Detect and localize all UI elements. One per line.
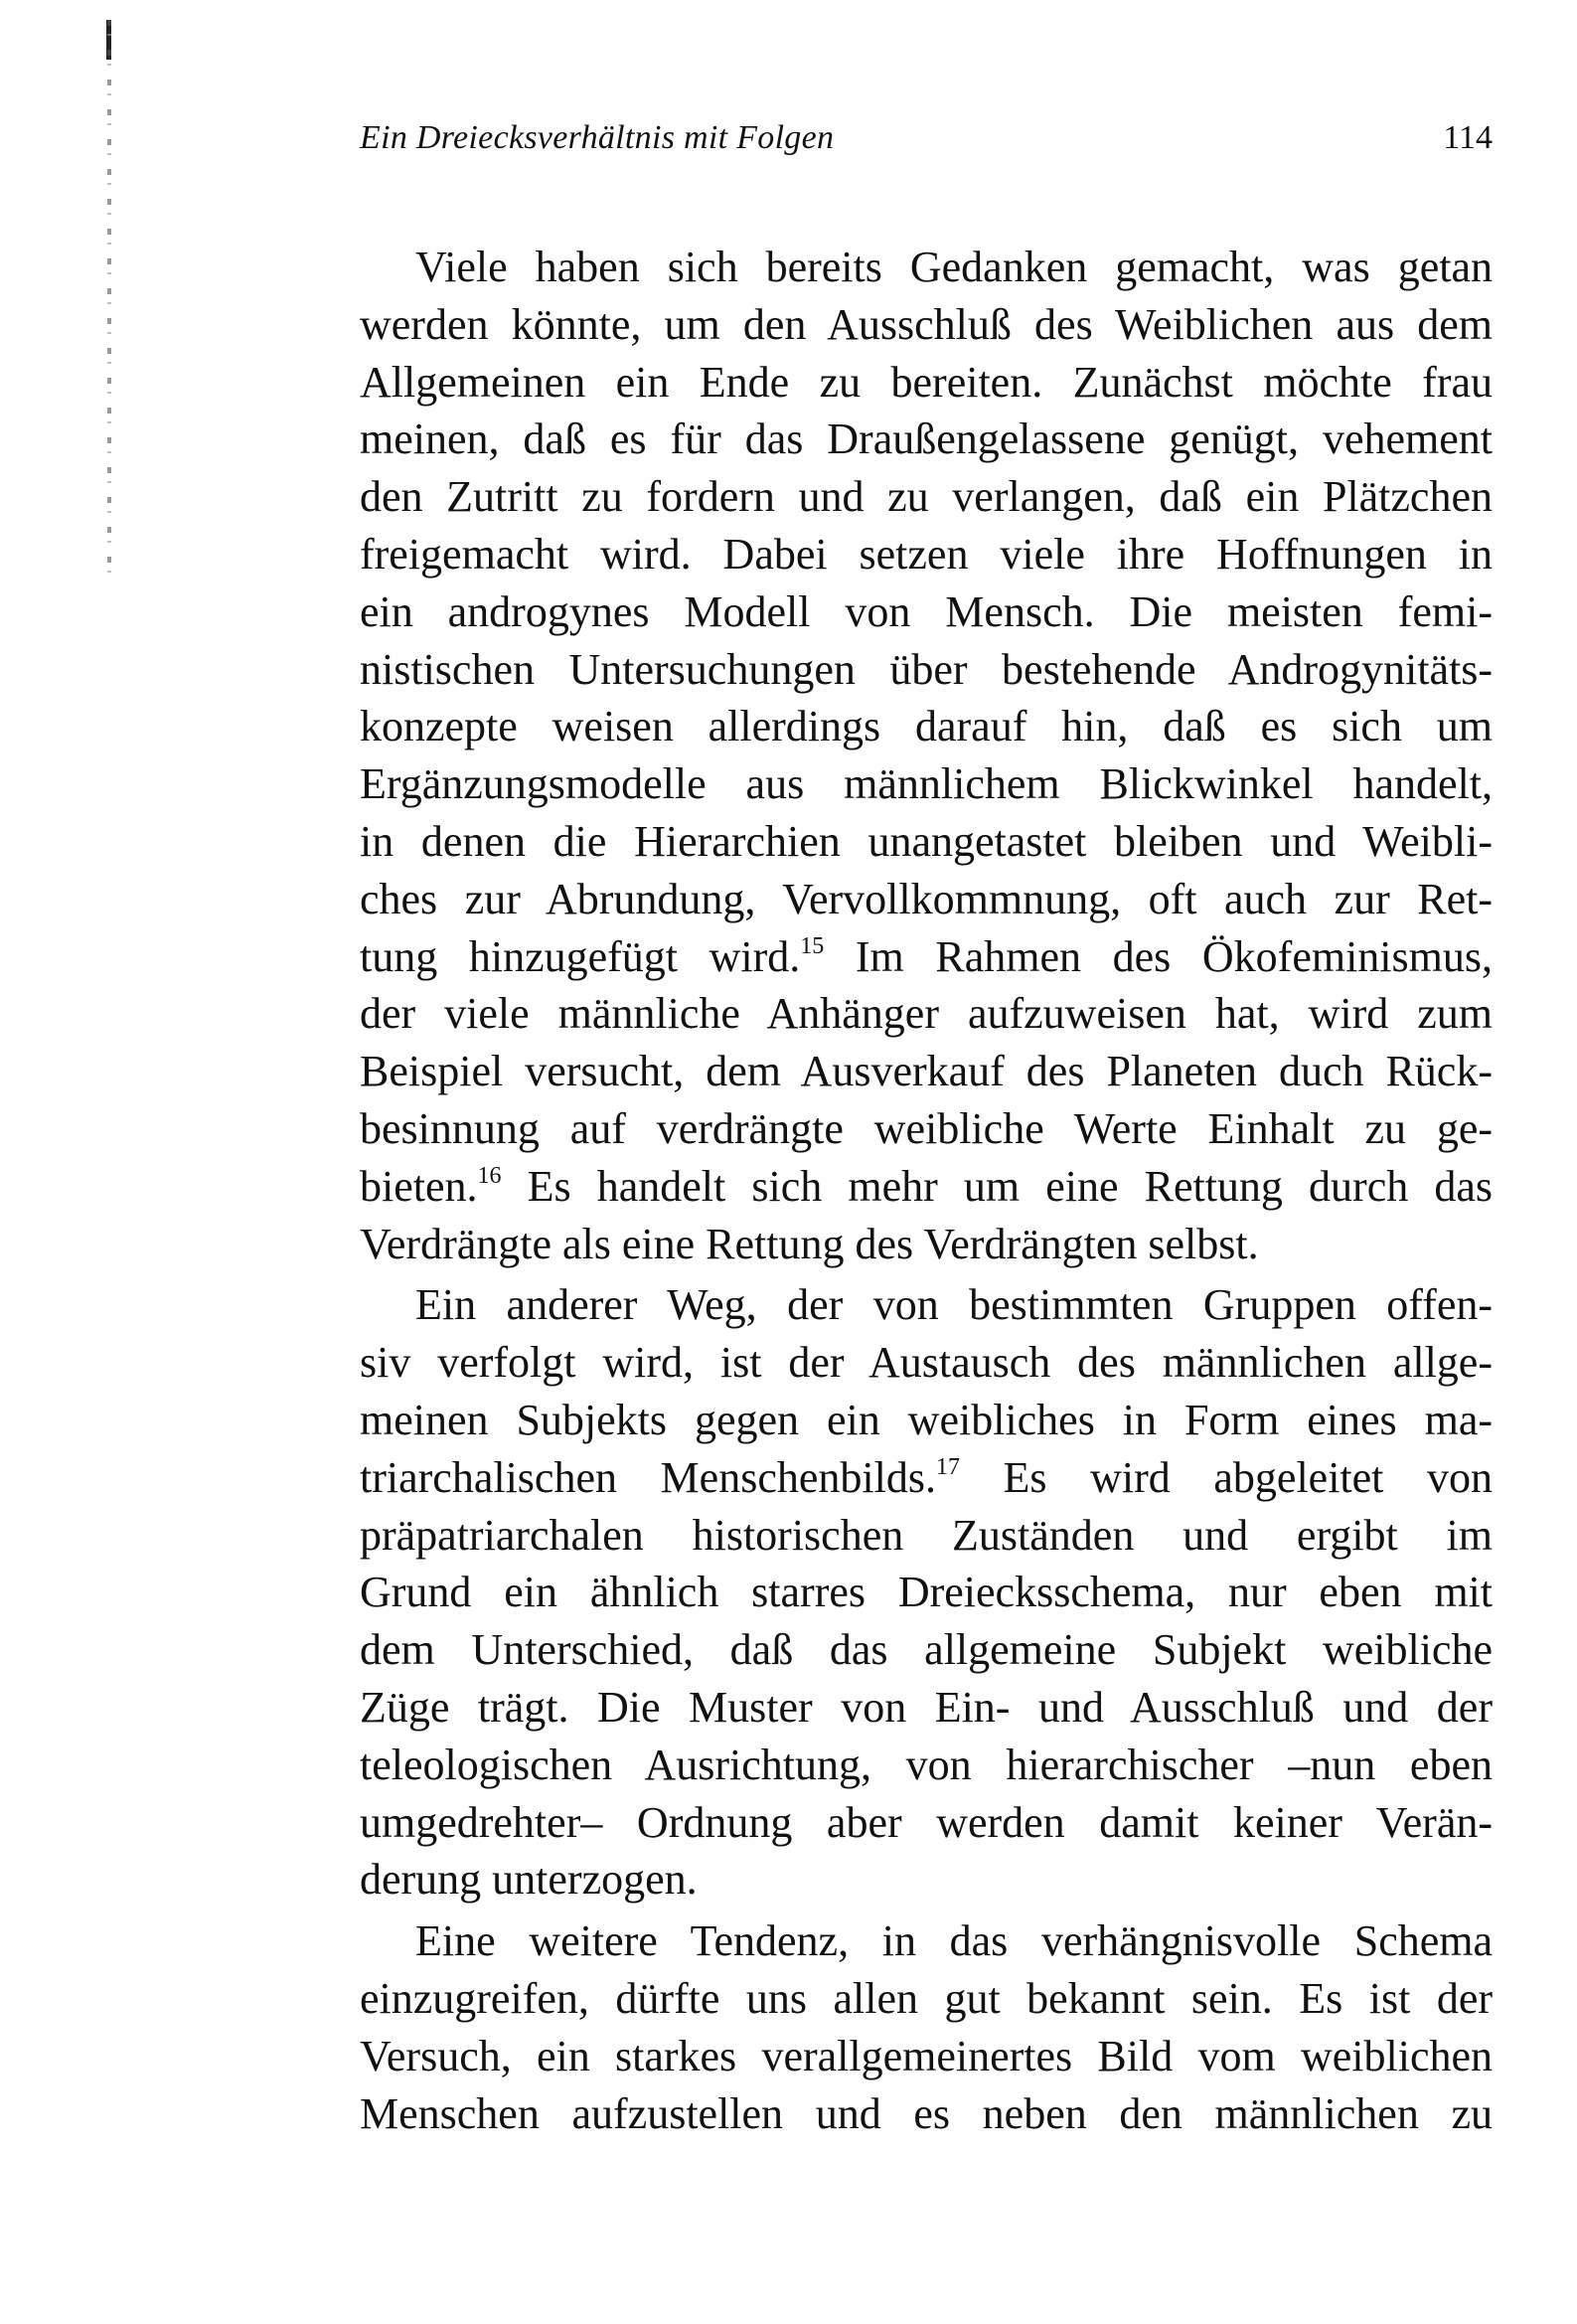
line-text: meinen, daß es für das Draußengelassene genügt, vehement: [360, 415, 1493, 464]
line-text: bieten.: [360, 1161, 478, 1211]
footnote-ref: 15: [800, 932, 825, 959]
text-line: [360, 1794, 1493, 1852]
line-text: teleologischen Ausrichtung, von hierarchischer –nun eben: [360, 1740, 1493, 1789]
line-text: präpatriarchalen historischen Zuständen und ergibt im: [360, 1510, 1493, 1560]
line-text: derung unterzogen.: [360, 1855, 698, 1905]
line-text: freigemacht wird. Dabei setzen viele ihre Hoffnungen in: [360, 529, 1493, 579]
text-line: [360, 1851, 1493, 1909]
line-text: Beispiel versucht, dem Ausverkauf des Planeten duch Rück-: [360, 1047, 1493, 1096]
line-text: den Zutritt zu fordern und zu verlangen, daß ein Plätzchen: [360, 472, 1493, 522]
text-line: [360, 928, 1493, 986]
line-text: ches zur Abrundung, Vervollkommnung, oft auch zur Ret-: [360, 874, 1493, 923]
text-line: [360, 2028, 1493, 2085]
text-line: [360, 2085, 1493, 2143]
text-line: [360, 1449, 1493, 1507]
line-text: triarchalischen Menschenbilds.: [360, 1452, 936, 1502]
line-text: Eine weitere Tendenz, in das verhängnisvolle Schema: [415, 1916, 1493, 1966]
line-text: Züge trägt. Die Muster von Ein- und Ausschluß und der: [360, 1682, 1493, 1732]
text-line: [360, 1621, 1493, 1679]
text-line: [360, 1158, 1493, 1216]
text-line: [360, 1276, 1493, 1334]
text-line: [360, 1334, 1493, 1392]
line-text: Allgemeinen ein Ende zu bereiten. Zunächst möchte frau: [360, 357, 1493, 407]
line-text-continued: Es handelt sich mehr um eine Rettung durch das: [501, 1161, 1493, 1211]
text-line: [360, 239, 1493, 296]
line-text: nistischen Untersuchungen über bestehende Androgynitäts-: [360, 644, 1493, 694]
line-text: meinen Subjekts gegen ein weibliches in Form eines ma-: [360, 1395, 1493, 1444]
text-line: [360, 526, 1493, 583]
footnote-ref: 16: [477, 1162, 502, 1189]
line-text: besinnung auf verdrängte weibliche Werte Einhalt zu ge-: [360, 1103, 1493, 1153]
line-text: Menschen aufzustellen und es neben den männlichen zu: [360, 2088, 1493, 2138]
running-title: Ein Dreiecksverhältnis mit Folgen: [360, 119, 835, 156]
line-text: werden könnte, um den Ausschluß des Weiblichen aus dem: [360, 299, 1493, 349]
text-line: [360, 1912, 1493, 1970]
line-text: in denen die Hierarchien unangetastet bleiben und Weibli-: [360, 816, 1493, 866]
text-line: [360, 1043, 1493, 1100]
text-line: [360, 755, 1493, 813]
text-line: [360, 813, 1493, 871]
body-text: [360, 239, 1493, 2142]
line-text: konzepte weisen allerdings darauf hin, daß es sich um: [360, 702, 1493, 751]
text-line: [360, 1679, 1493, 1737]
line-text-continued: Im Rahmen des Ökofeminismus,: [824, 931, 1494, 981]
line-text: Viele haben sich bereits Gedanken gemacht, was getan: [415, 243, 1493, 291]
text-line: [360, 354, 1493, 412]
text-line: [360, 641, 1493, 699]
scan-edge-artifact: [107, 20, 111, 577]
line-text: tung hinzugefügt wird.: [360, 931, 801, 981]
running-header: [360, 119, 1493, 179]
line-text: siv verfolgt wird, ist der Austausch des männlichen allge-: [360, 1338, 1493, 1388]
line-text: Grund ein ähnlich starres Dreiecksschema, nur eben mit: [360, 1568, 1493, 1617]
line-text-continued: Es wird abgeleitet von: [959, 1452, 1493, 1502]
text-line: [360, 583, 1493, 641]
text-line: [360, 985, 1493, 1043]
line-text: ein androgynes Modell von Mensch. Die meisten femi-: [360, 586, 1493, 636]
line-text: der viele männliche Anhänger aufzuweisen hat, wird zum: [360, 989, 1493, 1039]
text-line: [360, 871, 1493, 928]
text-line: [360, 1216, 1493, 1273]
line-text: dem Unterschied, daß das allgemeine Subjekt weibliche: [360, 1625, 1493, 1675]
text-line: [360, 1737, 1493, 1794]
line-text: Versuch, ein starkes verallgemeinertes Bild vom weiblichen: [360, 2031, 1493, 2080]
text-line: [360, 1392, 1493, 1449]
text-line: [360, 411, 1493, 468]
footnote-ref: 17: [935, 1453, 960, 1480]
line-text: umgedrehter– Ordnung aber werden damit keiner Verän-: [360, 1797, 1493, 1847]
page-number: 114: [1443, 119, 1493, 156]
line-text: einzugreifen, dürfte uns allen gut bekannt sein. Es ist der: [360, 1973, 1493, 2023]
text-line: [360, 1564, 1493, 1621]
text-line: [360, 698, 1493, 755]
text-line: [360, 1100, 1493, 1158]
text-line: [360, 296, 1493, 354]
text-line: [360, 468, 1493, 526]
text-line: [360, 1970, 1493, 2028]
line-text: Ergänzungsmodelle aus männlichem Blickwinkel handelt,: [360, 759, 1493, 809]
line-text: Verdrängte als eine Rettung des Verdrängten selbst.: [360, 1219, 1259, 1268]
text-line: [360, 1507, 1493, 1565]
line-text: Ein anderer Weg, der von bestimmten Gruppen offen-: [415, 1280, 1493, 1330]
